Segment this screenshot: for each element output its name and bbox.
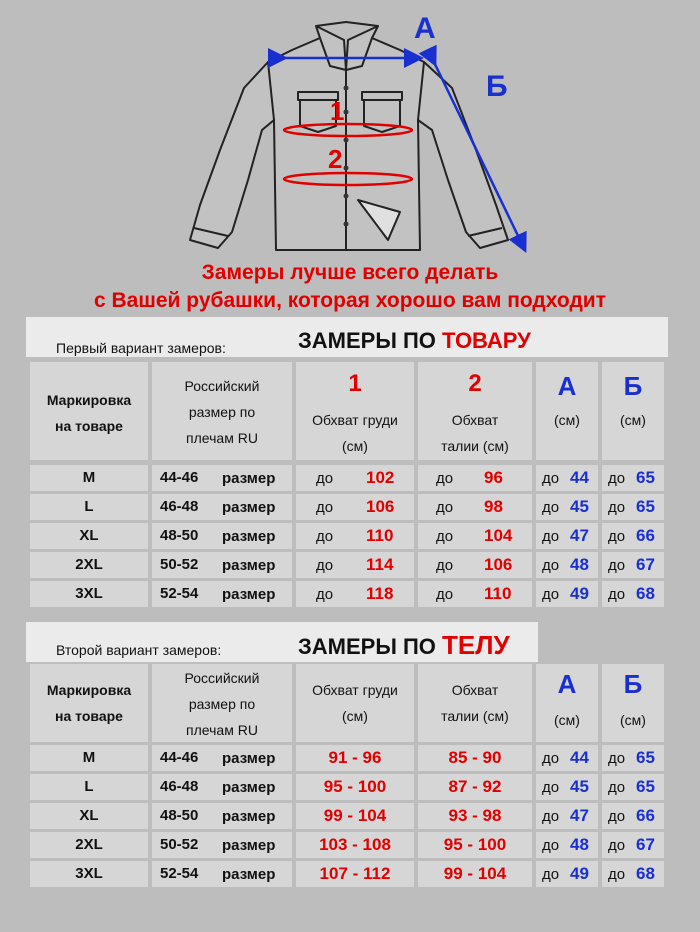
t2-head-a: А (см) xyxy=(536,664,598,742)
row-waist-value: 95 - 100 xyxy=(443,835,507,854)
row-b-prefix: до xyxy=(608,866,626,883)
row-a-value: 44 xyxy=(570,748,589,767)
row-ru-size: 48-50 xyxy=(160,807,199,824)
table-row xyxy=(0,803,700,829)
row-ru-size: 52-54 xyxy=(160,585,199,602)
notice-line-1: Замеры лучше всего делать xyxy=(201,261,499,284)
row-chest-value: 95 - 100 xyxy=(323,777,387,796)
row-size: 3XL xyxy=(75,585,103,602)
table1-subtitle: Первый вариант замеров: xyxy=(56,340,226,356)
row-waist-prefix: до xyxy=(436,528,454,545)
t2-head-marking: Маркировка на товаре xyxy=(30,664,148,742)
row-a-value: 45 xyxy=(570,777,589,796)
row-a-prefix: до xyxy=(542,750,560,767)
row-chest-prefix: до xyxy=(316,528,334,545)
row-chest-prefix: до xyxy=(316,586,334,603)
row-size: XL xyxy=(79,527,99,544)
row-chest-prefix: до xyxy=(316,499,334,516)
notice-line-2: с Вашей рубашки, которая хорошо вам подходит xyxy=(93,289,606,312)
table-cell xyxy=(296,465,414,491)
row-b-prefix: до xyxy=(608,779,626,796)
row-chest-value: 118 xyxy=(366,584,394,603)
row-b-prefix: до xyxy=(608,586,626,603)
table-row xyxy=(0,465,700,491)
row-ru-size: 46-48 xyxy=(160,498,199,515)
row-a-value: 48 xyxy=(570,835,589,854)
row-waist-value: 96 xyxy=(484,468,503,487)
row-ru-size: 44-46 xyxy=(160,749,199,766)
row-b-value: 66 xyxy=(636,526,655,545)
row-a-prefix: до xyxy=(542,470,560,487)
row-a-value: 47 xyxy=(570,806,589,825)
table-cell xyxy=(296,581,414,607)
row-b-value: 65 xyxy=(636,777,655,796)
row-b-value: 65 xyxy=(636,748,655,767)
label-a: А xyxy=(414,12,436,45)
row-size-word: размер xyxy=(222,470,276,487)
table-cell xyxy=(296,523,414,549)
row-waist-value: 85 - 90 xyxy=(448,748,502,767)
row-waist-prefix: до xyxy=(436,557,454,574)
row-a-prefix: до xyxy=(542,528,560,545)
row-size: M xyxy=(82,469,96,486)
row-size-word: размер xyxy=(222,866,276,883)
row-ru-size: 48-50 xyxy=(160,527,199,544)
row-chest-value: 91 - 96 xyxy=(328,748,382,767)
t1-head-marking: Маркировка на товаре xyxy=(30,362,148,460)
row-size-word: размер xyxy=(222,499,276,516)
label-1: 1 xyxy=(330,96,345,126)
t2-head-ru: Российский размер по плечам RU xyxy=(152,664,292,742)
row-chest-value: 110 xyxy=(366,526,394,545)
label-b: Б xyxy=(486,70,508,103)
row-a-prefix: до xyxy=(542,837,560,854)
row-size: L xyxy=(84,778,94,795)
row-a-value: 47 xyxy=(570,526,589,545)
row-chest-value: 107 - 112 xyxy=(319,864,391,883)
row-b-value: 67 xyxy=(636,835,655,854)
table-row xyxy=(0,832,700,858)
row-ru-size: 44-46 xyxy=(160,469,199,486)
row-a-value: 48 xyxy=(570,555,589,574)
row-waist-value: 99 - 104 xyxy=(443,864,507,883)
t2-head-chest: Обхват груди (см) xyxy=(296,664,414,742)
t2-head-waist: Обхват талии (см) xyxy=(418,664,532,742)
row-waist-value: 110 xyxy=(484,584,512,603)
row-a-prefix: до xyxy=(542,808,560,825)
t1-head-chest: 1 Обхват груди (см) xyxy=(296,362,414,460)
row-size: 2XL xyxy=(75,556,103,573)
row-a-value: 49 xyxy=(570,584,589,603)
row-ru-size: 50-52 xyxy=(160,556,199,573)
row-b-prefix: до xyxy=(608,837,626,854)
row-size-word: размер xyxy=(222,557,276,574)
table-row xyxy=(0,745,700,771)
table1-title: ЗАМЕРЫ ПО ТОВАРУ xyxy=(298,328,531,353)
t2-head-b: Б (см) xyxy=(602,664,664,742)
row-waist-value: 87 - 92 xyxy=(448,777,502,796)
row-a-prefix: до xyxy=(542,779,560,796)
row-b-value: 67 xyxy=(636,555,655,574)
row-waist-value: 93 - 98 xyxy=(448,806,502,825)
label-2: 2 xyxy=(328,144,343,174)
row-chest-prefix: до xyxy=(316,470,334,487)
row-b-value: 65 xyxy=(636,497,655,516)
t1-head-ru: Российский размер по плечам RU xyxy=(152,362,292,460)
row-waist-value: 98 xyxy=(484,497,503,516)
t1-head-a: А (см) xyxy=(536,362,598,460)
table-row xyxy=(0,523,700,549)
row-size: 2XL xyxy=(75,836,103,853)
t1-head-waist: 2 Обхват талии (см) xyxy=(418,362,532,460)
row-size-word: размер xyxy=(222,586,276,603)
row-ru-size: 46-48 xyxy=(160,778,199,795)
row-size: M xyxy=(82,749,96,766)
row-b-value: 68 xyxy=(636,584,655,603)
shirt-diagram xyxy=(0,0,700,262)
row-ru-size: 50-52 xyxy=(160,836,199,853)
row-b-value: 68 xyxy=(636,864,655,883)
row-a-prefix: до xyxy=(542,557,560,574)
table-row xyxy=(0,552,700,578)
row-ru-size: 52-54 xyxy=(160,865,199,882)
t1-head-b: Б (см) xyxy=(602,362,664,460)
row-a-prefix: до xyxy=(542,586,560,603)
table-cell xyxy=(296,494,414,520)
row-b-prefix: до xyxy=(608,528,626,545)
table-row xyxy=(0,581,700,607)
table-cell xyxy=(296,552,414,578)
row-waist-value: 106 xyxy=(484,555,513,574)
shirt-sleeve-left xyxy=(190,62,274,248)
row-b-prefix: до xyxy=(608,808,626,825)
table-row xyxy=(0,861,700,887)
row-chest-value: 102 xyxy=(366,468,395,487)
table-row xyxy=(0,494,700,520)
row-chest-value: 106 xyxy=(366,497,395,516)
row-size: XL xyxy=(79,807,99,824)
row-chest-value: 99 - 104 xyxy=(323,806,387,825)
row-size: 3XL xyxy=(75,865,103,882)
row-a-value: 49 xyxy=(570,864,589,883)
row-size-word: размер xyxy=(222,750,276,767)
row-size-word: размер xyxy=(222,808,276,825)
table2-subtitle: Второй вариант замеров: xyxy=(56,642,222,658)
row-chest-prefix: до xyxy=(316,557,334,574)
row-chest-value: 114 xyxy=(366,555,394,574)
table2-title: ЗАМЕРЫ ПО ТЕЛУ xyxy=(298,630,510,660)
row-a-prefix: до xyxy=(542,499,560,516)
row-size-word: размер xyxy=(222,837,276,854)
row-waist-value: 104 xyxy=(484,526,513,545)
row-b-prefix: до xyxy=(608,750,626,767)
row-waist-prefix: до xyxy=(436,499,454,516)
row-a-value: 45 xyxy=(570,497,589,516)
row-b-value: 66 xyxy=(636,806,655,825)
row-b-value: 65 xyxy=(636,468,655,487)
row-waist-prefix: до xyxy=(436,470,454,487)
row-b-prefix: до xyxy=(608,557,626,574)
row-size-word: размер xyxy=(222,528,276,545)
row-chest-value: 103 - 108 xyxy=(319,835,391,854)
row-size: L xyxy=(84,498,94,515)
row-b-prefix: до xyxy=(608,470,626,487)
table-row xyxy=(0,774,700,800)
row-waist-prefix: до xyxy=(436,586,454,603)
row-a-value: 44 xyxy=(570,468,589,487)
row-size-word: размер xyxy=(222,779,276,796)
row-a-prefix: до xyxy=(542,866,560,883)
row-b-prefix: до xyxy=(608,499,626,516)
